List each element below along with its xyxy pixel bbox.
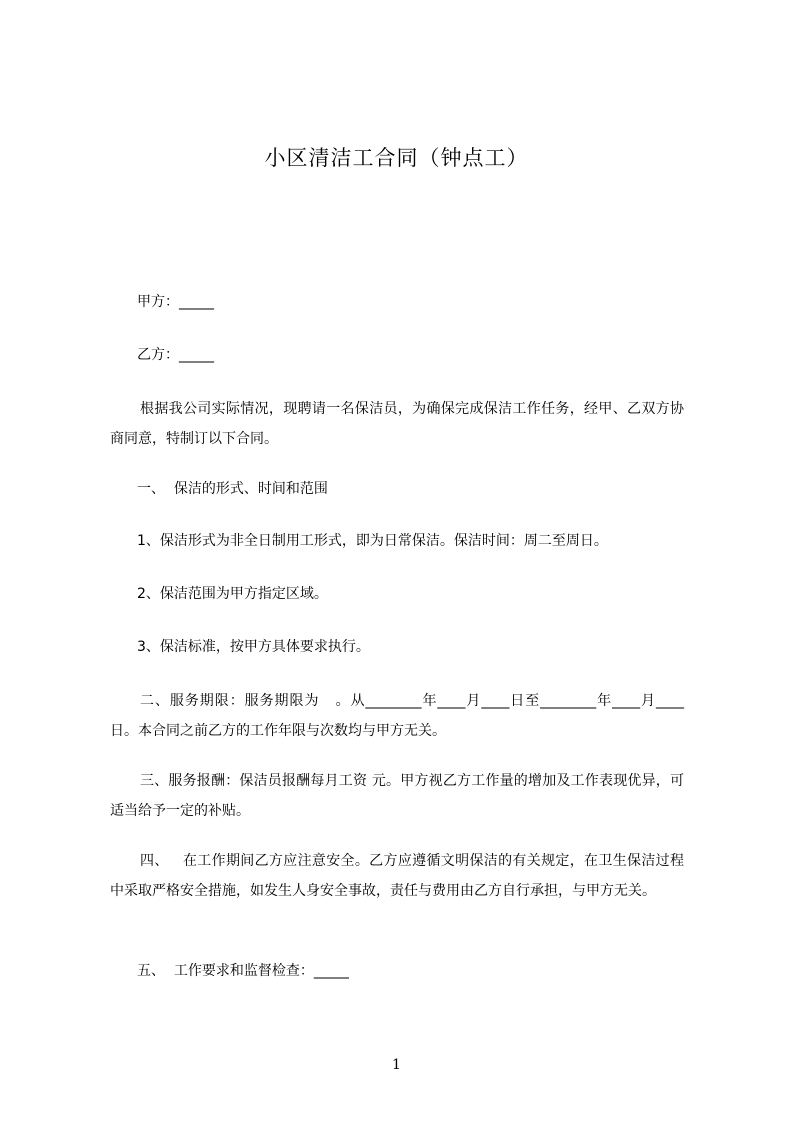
section-1-item-2: 2、保洁范围为甲方指定区域。 (137, 586, 328, 602)
section-3-paragraph: 三、服务报酬：保洁员报酬每月工资 元。甲方视乙方工作量的增加及工作表现优异，可适当给予一定的补贴。 (110, 773, 684, 819)
intro-paragraph: 根据我公司实际情况，现聘请一名保洁员，为确保完成保洁工作任务，经甲、乙双方协商同意，特制订以下合同。 (110, 401, 684, 447)
party-b-line: 乙方：_____ (137, 347, 214, 363)
page-number: 1 (392, 1057, 401, 1073)
document-title: 小区清洁工合同（钟点工） (264, 146, 529, 170)
section-4-paragraph: 四、 在工作期间乙方应注意安全。乙方应遵循文明保洁的有关规定，在卫生保洁过程中采取严格安全措施，如发生人身安全事故，责任与费用由乙方自行承担，与甲方无关。 (110, 853, 684, 899)
section-1-heading: 一、 保洁的形式、时间和范围 (137, 481, 328, 497)
section-5-heading: 五、 工作要求和监督检查：_____ (137, 963, 349, 979)
section-2-paragraph: 二、服务期限：服务期限为 。从________年____月____日至________年____月____日。本合同之前乙方的工作年限与次数均与甲方无关。 (110, 693, 684, 739)
section-1-item-1: 1、保洁形式为非全日制用工形式，即为日常保洁。保洁时间：周二至周日。 (137, 533, 608, 549)
section-1-item-3: 3、保洁标准，按甲方具体要求执行。 (137, 639, 370, 655)
party-a-line: 甲方：_____ (137, 294, 214, 310)
